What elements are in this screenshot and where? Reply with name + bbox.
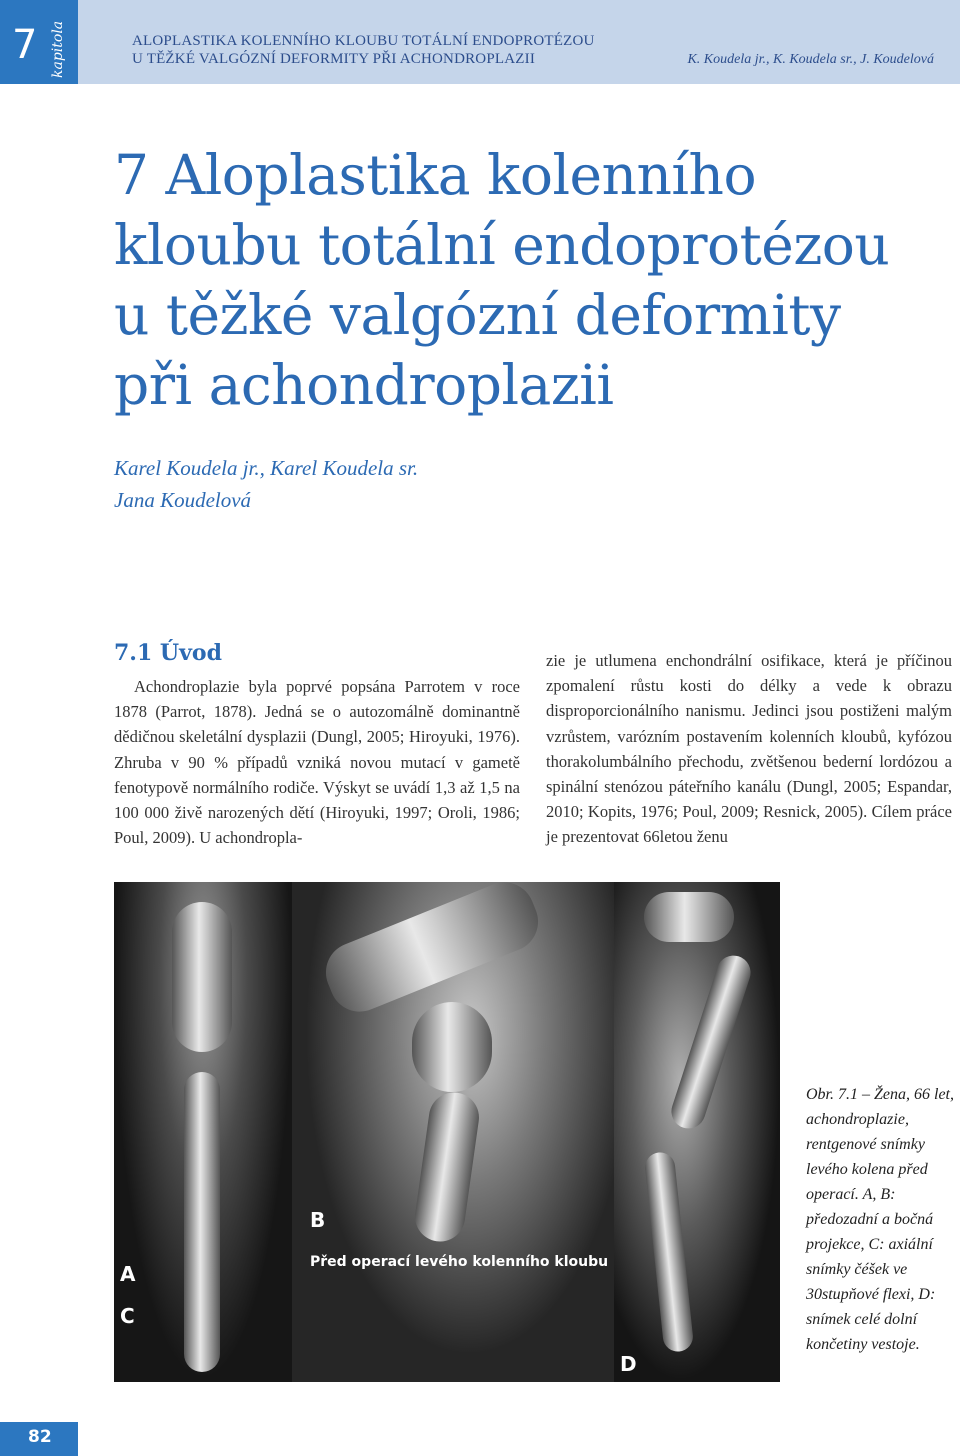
header-title-line1: ALOPLASTIKA KOLENNÍHO KLOUBU TOTÁLNÍ ENDOPROTÉZOU — [132, 33, 595, 49]
chapter-authors — [114, 452, 418, 516]
authors-line2: Jana Koudelová — [114, 488, 252, 512]
running-header — [0, 0, 960, 84]
chapter-title-line1: 7 Aloplastika kolenního — [114, 143, 757, 207]
figure-inner-caption: Před operací levého kolenního kloubu — [310, 1254, 609, 1270]
header-authors: K. Koudela jr., K. Koudela sr., J. Koudelová — [687, 52, 934, 67]
header-title-line2: U TĚŽKÉ VALGÓZNÍ DEFORMITY PŘI ACHONDROPLAZII — [132, 51, 536, 67]
figure-caption: Obr. 7.1 – Žena, 66 let, achondroplazie, rentgenové snímky levého kolena před operací. A, B: předozadní a bočná projekce, C: axiální snímky čéšek ve 30stupňové flexi, D: snímek celé dolní končetiny vestoje. — [806, 1086, 954, 1353]
xray-figure — [114, 882, 780, 1382]
figure-label-a: A — [120, 1262, 136, 1286]
figure-label-b: B — [310, 1208, 326, 1232]
authors-line1: Karel Koudela jr., Karel Koudela sr. — [114, 456, 419, 480]
xray-panel-b — [292, 882, 614, 1382]
chapter-tab — [0, 0, 78, 84]
chapter-title-line4: při achondroplazii — [114, 353, 614, 417]
chapter-word: kapitola — [50, 20, 66, 78]
page-number-box — [0, 1422, 78, 1456]
chapter-title-line2: kloubu totální endoprotézou — [114, 213, 890, 277]
figure-label-d: D — [620, 1352, 637, 1376]
figure-label-c: C — [120, 1304, 135, 1328]
right-column — [546, 648, 952, 850]
chapter-title-line3: u těžké valgózní deformity — [114, 283, 841, 347]
left-column — [114, 674, 520, 850]
left-column-text: Achondroplazie byla poprvé popsána Parrotem v roce 1878 (Parrot, 1878). Jedná se o autozomálně dominantně dědičnou skeletální dysplazii (Dungl, 2005; Hiroyuki, 1976). Zhruba v 90 % případů vzniká novou mutací v gametě fenotypově normálního rodiče. Výskyt se uvádí 1,3 až 1,5 na 100 000 živě narozených dětí (Hiroyuki, 1997; Oroli, 1986; Poul, 2009). U achondropla- — [114, 677, 520, 848]
page-number: 82 — [28, 1427, 52, 1447]
xray-panel-a — [114, 882, 292, 1382]
right-column-text: zie je utlumena enchondrální osifikace, která je příčinou zpomalení růstu kosti do délky a vede k obrazu disproporcionálního nanismu. Jedinci jsou postiženi malým vzrůstem, varózním postavením kolenních kloubů, kyfózou thorakolumbálního přechodu, zvětšenou bederní lordózou a spinální stenózou páteřního kanálu (Dungl, 2005; Espandar, 2010; Kopits, 1976; Poul, 2009; Resnick, 2005). Cílem práce je prezentovat 66letou ženu — [546, 651, 952, 847]
chapter-number: 7 — [12, 22, 38, 68]
header-title — [132, 32, 595, 68]
xray-panel-d — [614, 882, 780, 1382]
section-heading: 7.1 Úvod — [114, 640, 222, 666]
chapter-title — [114, 140, 934, 420]
